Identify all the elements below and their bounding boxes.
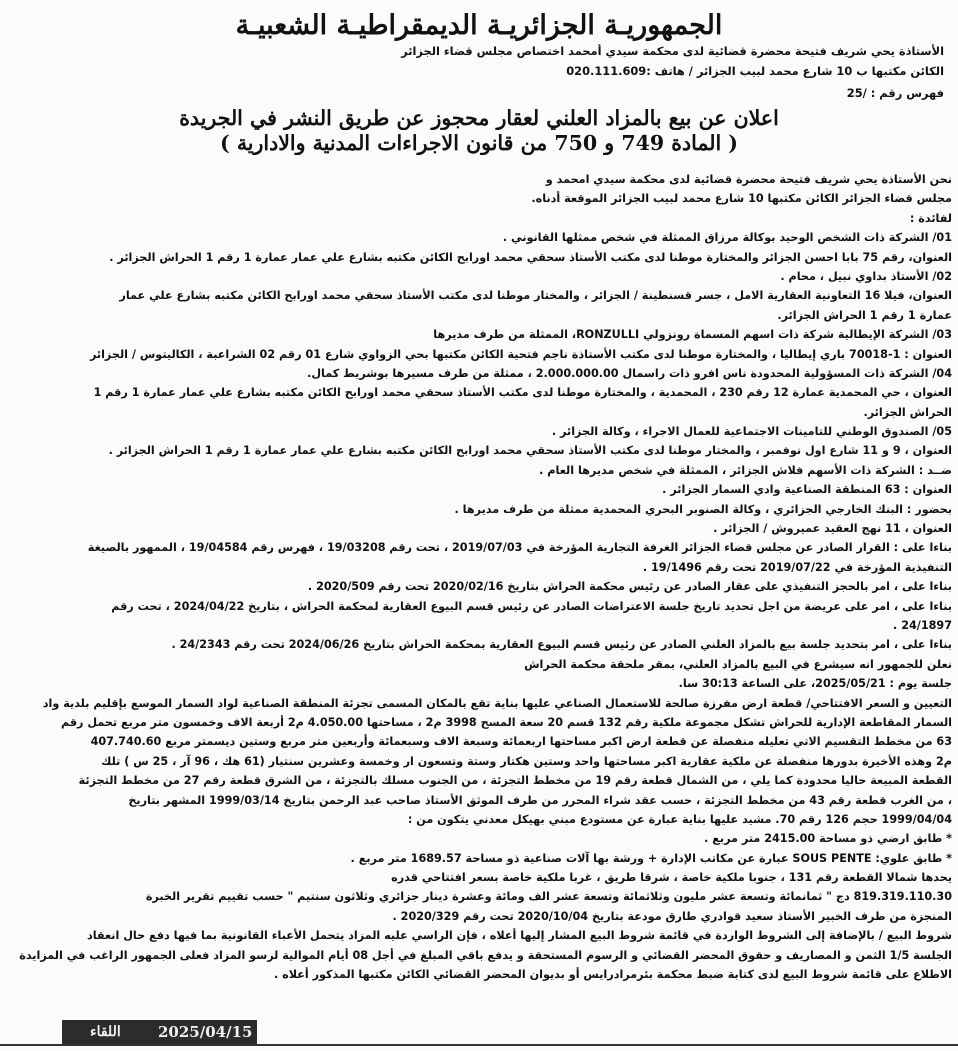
announcement-body	[5, 170, 952, 984]
body-line: * طابق علوي: SOUS PENTE عبارة عن مكاتب الإدارة + ورشة بها آلات صناعية ذو مساحة 1689.57 متر مربع .	[350, 851, 952, 865]
index-number: فهرس رقم : /25	[846, 86, 944, 100]
newspaper-footer	[62, 1020, 257, 1044]
body-line: بناءا على ، امر على عريضة من اجل تحديد تاريخ جلسة الاعتراضات الصادر عن رئيس قسم البيوع العقارية لمحكمة الحراش ، بتاريخ 2024/04/22 ، تحت رقم	[111, 599, 952, 613]
body-line: نعلن للجمهور انه سيشرع في البيع بالمزاد العلني، بمقر ملحقة محكمة الحراش	[524, 657, 952, 671]
body-line: مجلس قضاء الجزائر الكائن مكتبها 10 شارع محمد لبيب الجزائر الموقعة أدناه.	[531, 192, 952, 206]
body-line: لفائدة :	[909, 211, 952, 225]
body-line: يحدها شمالا القطعة رقم 131 ، جنوبا ملكية خاصة ، شرقا طريق ، غربا ملكية خاصة بسعر افتتاحي قدره	[391, 871, 952, 885]
body-line: جلسة يوم : 2025/05/21، على الساعة 30:13 سا.	[678, 677, 952, 691]
body-line: السمار المقاطعة الإدارية للحراش تشكل مجموعة ملكية رقم 132 قسم 20 سعة المسح 3998 م2 ، مساحتها 4.050.00 م2 أربعة الاف وخمسون متر مربع تحمل رقم	[60, 715, 952, 729]
body-line: 63 من مخطط التقسيم الاتي تعليله منفصلة عن قطعة ارض اكبر مساحتها اربعمائة وسبعة الاف وسبعمائة وأربعين متر مربع وستين ديسمتر مربع 407.740.60	[90, 735, 952, 749]
body-line: * طابق ارضي ذو مساحة 2415.00 متر مربع .	[704, 832, 952, 846]
body-line: ، من الغرب قطعة رقم 43 من مخطط التجزئة ، حسب عقد شراء المحرر من طرف الموثق الأستاذ صاحب عبد الرحمن بتاريخ 1999/03/14 المشهر بتاريخ	[128, 793, 952, 807]
body-line: العنوان، رقم 75 بابا احسن الجزائر والمختارة موطنا لدى مكتب الأستاذ سحقي محمد اورابح الكائن مكتبه بشارع علي عمار عمارة 1 رقم 1 الحراش الجزائر .	[109, 250, 952, 264]
bailiff-line: الأستاذة يحي شريف فتيحة محضرة قضائية لدى محكمة سيدي أمحمد اختصاص مجلس قضاء الجزائر	[401, 44, 944, 58]
body-line: المنجزة من طرف الخبير الأستاذ سعيد قوادري طارق مودعة بتاريخ 2020/10/04 تحت رقم 2020/329 .	[392, 909, 952, 923]
body-line: 1999/04/04 حجم 126 رقم 70. مشيد عليها بناية عبارة عن مستودع مبني بهيكل معدني يتكون من :	[407, 812, 952, 826]
body-line: التعيين و السعر الافتتاحي/ قطعة ارض مفرزة صالحة للاستعمال الصناعي عليها بناية تقع بالمكان المسمى تجزئة المنطقة الصناعية لواد السمار الموسع بإقليم بلدية واد	[42, 696, 952, 710]
body-line: العنوان : 1-70018 باري إيطاليا ، والمختارة موطنا لدى مكتب الأستاذة ناجم فتحية الكائن مكتبها بحي الزواوي شارع 01 رقم 02 الشراعبة ، الكاليتوس / الجزائر	[89, 347, 952, 361]
body-line: العنوان ، 11 نهج العقيد عميروش / الجزائر .	[713, 522, 952, 536]
body-line: 819.319.110.30 دج " ثمانمائة وتسعة عشر مليون وثلاثمائة وتسعة عشر الف ومائة وعشرة دينار جزائري وثلاثون سنتيم " حسب تقييم تقرير الخبرة	[145, 890, 952, 904]
republic-heading: الجمهوريـة الجزائريـة الديمقراطيـة الشعبيـة	[235, 10, 723, 41]
body-line: نحن الأستاذة يحي شريف فتيحة محضرة قضائية لدى محكمة سيدي امحمد و	[545, 173, 952, 186]
body-line: بناءا على : القرار الصادر عن مجلس قضاء الجزائر الغرفة التجارية المؤرخة في 2019/07/03 ، تحت رقم 19/03208 ، فهرس رقم 19/04584 ، الممهور بالصيغة	[87, 541, 952, 555]
bottom-rule	[0, 1044, 958, 1046]
body-line: بناءا على ، امر بالحجز التنفيذي على عقار الصادر عن رئيس محكمة الحراش بتاريخ 2020/02/16 تحت رقم 2020/509 .	[307, 580, 952, 594]
body-line: القطعة المبيعة حاليا محدودة كما يلي ، من الشمال قطعة رقم 19 من مخطط التجزئة ، من الجنوب مسلك بالتجزئة ، من الشرق قطعة رقم 27 من مخطط التجزئة	[78, 774, 952, 788]
announcement-subtitle: ( المادة 749 و 750 من قانون الاجراءات المدنية والادارية )	[219, 131, 739, 155]
body-line: التنفيذية المؤرخة في 2019/07/22 تحت رقم 19/1496 .	[642, 560, 952, 574]
body-line: 05/ الصندوق الوطني للتامينات الاجتماعية للعمال الاجراء ، وكالة الجزائر .	[551, 425, 952, 439]
body-line: 03/ الشركة الإيطالية شركة ذات اسهم المسماة رونزولي RONZULLI، الممثلة من طرف مديرها	[433, 328, 952, 342]
body-line: شروط البيع / بالإضافة إلى الشروط الواردة في قائمة شروط البيع المشار إليها أعلاه ، فإن الراسي عليه المزاد يتحمل الأعباء القانونية بما فيها دفع حال انعقاد	[86, 929, 952, 943]
body-line: 01/ الشركة ذات الشخص الوحيد بوكالة مرزاق الممثلة في شخص ممثلها القانوني .	[502, 231, 952, 245]
body-line: بحضور : البنك الخارجي الجزائري ، وكالة الصنوبر البحري المحمدية ممثلة من طرف مديرها .	[454, 502, 952, 516]
body-line: عمارة 1 رقم 1 الحراش الجزائر.	[777, 308, 952, 322]
footer-date: 2025/04/15	[158, 1023, 253, 1041]
body-line: ضــد : الشركة ذات الأسهم فلاش الجزائر ، الممثلة في شخص مديرها العام .	[539, 463, 952, 477]
body-line: بناءا على ، امر بتحديد جلسة بيع بالمزاد العلني الصادر عن رئيس قسم البيوع العقارية بمحكمة الحراش بتاريخ 2024/06/26 تحت رقم 24/2343 .	[171, 638, 952, 652]
body-line: الجلسة 1/5 الثمن و المصاريف و حقوق المحضر القضائي و الرسوم المستحقة و يدفع باقي المبلغ في أجل 08 أيام الموالية لرسو المزاد فعلى الجمهور الراغب في المزايدة	[19, 948, 952, 962]
body-line: العنوان : 63 المنطقة الصناعية وادي السمار الجزائر .	[662, 483, 952, 497]
body-line: الاطلاع على قائمة شروط البيع لدى كتابة ضبط محكمة بئرمرادرايس أو بديوان المحضر القضائي الكائن مكتبها المذكور أعلاه .	[273, 968, 952, 982]
address-line: الكائن مكتبها ب 10 شارع محمد لبيب الجزائر / هاتف :020.111.609	[566, 64, 944, 78]
body-line: العنوان ، حي المحمدية عمارة 12 رقم 230 ، المحمدية ، والمختارة موطنا لدى مكتب الأستاذ سحقي محمد اورابح الكائن مكتبه بشارع علي عمار عمارة 1 رقم 1	[93, 386, 952, 400]
newspaper-name: اللقاء	[90, 1024, 121, 1040]
body-line: 02/ الأستاذ بداوي نبيل ، محام .	[780, 269, 952, 283]
body-line: 04/ الشركة ذات المسؤولية المحدودة ناس افرو ذات راسمال 2.000.000.00 ، ممثلة من طرف مسيرها بوشريط كمال.	[307, 366, 952, 380]
body-line: الحراش الجزائر.	[863, 405, 952, 419]
body-line: م2 وهذه الأخيرة بدورها منفصلة عن ملكية عقارية اكبر مساحتها واحد وستين هكتار وستة وتسعون ار وخمسة وعشرين سنتيار (61 هك ، 96 آر ، 25 س ) تلك	[101, 754, 952, 768]
body-line: العنوان، فيلا 16 التعاونية العقارية الامل ، جسر قسنطينة / الجزائر ، والمختار موطنا لدى مكتب الأستاذ سحقي محمد اورابح الكائن مكتبه بشارع علي عمار	[119, 289, 952, 303]
announcement-title: اعلان عن بيع بالمزاد العلني لعقار محجوز عن طريق النشر في الجريدة	[179, 106, 779, 130]
body-line: العنوان ، 9 و 11 شارع اول نوفمبر ، والمختار موطنا لدى مكتب الأستاذ سحقي محمد اورابح الكائن مكتبه بشارع علي عمار عمارة 1 رقم 1 الحراش الجزائر .	[108, 444, 952, 458]
body-line: 24/1897 .	[893, 618, 952, 632]
